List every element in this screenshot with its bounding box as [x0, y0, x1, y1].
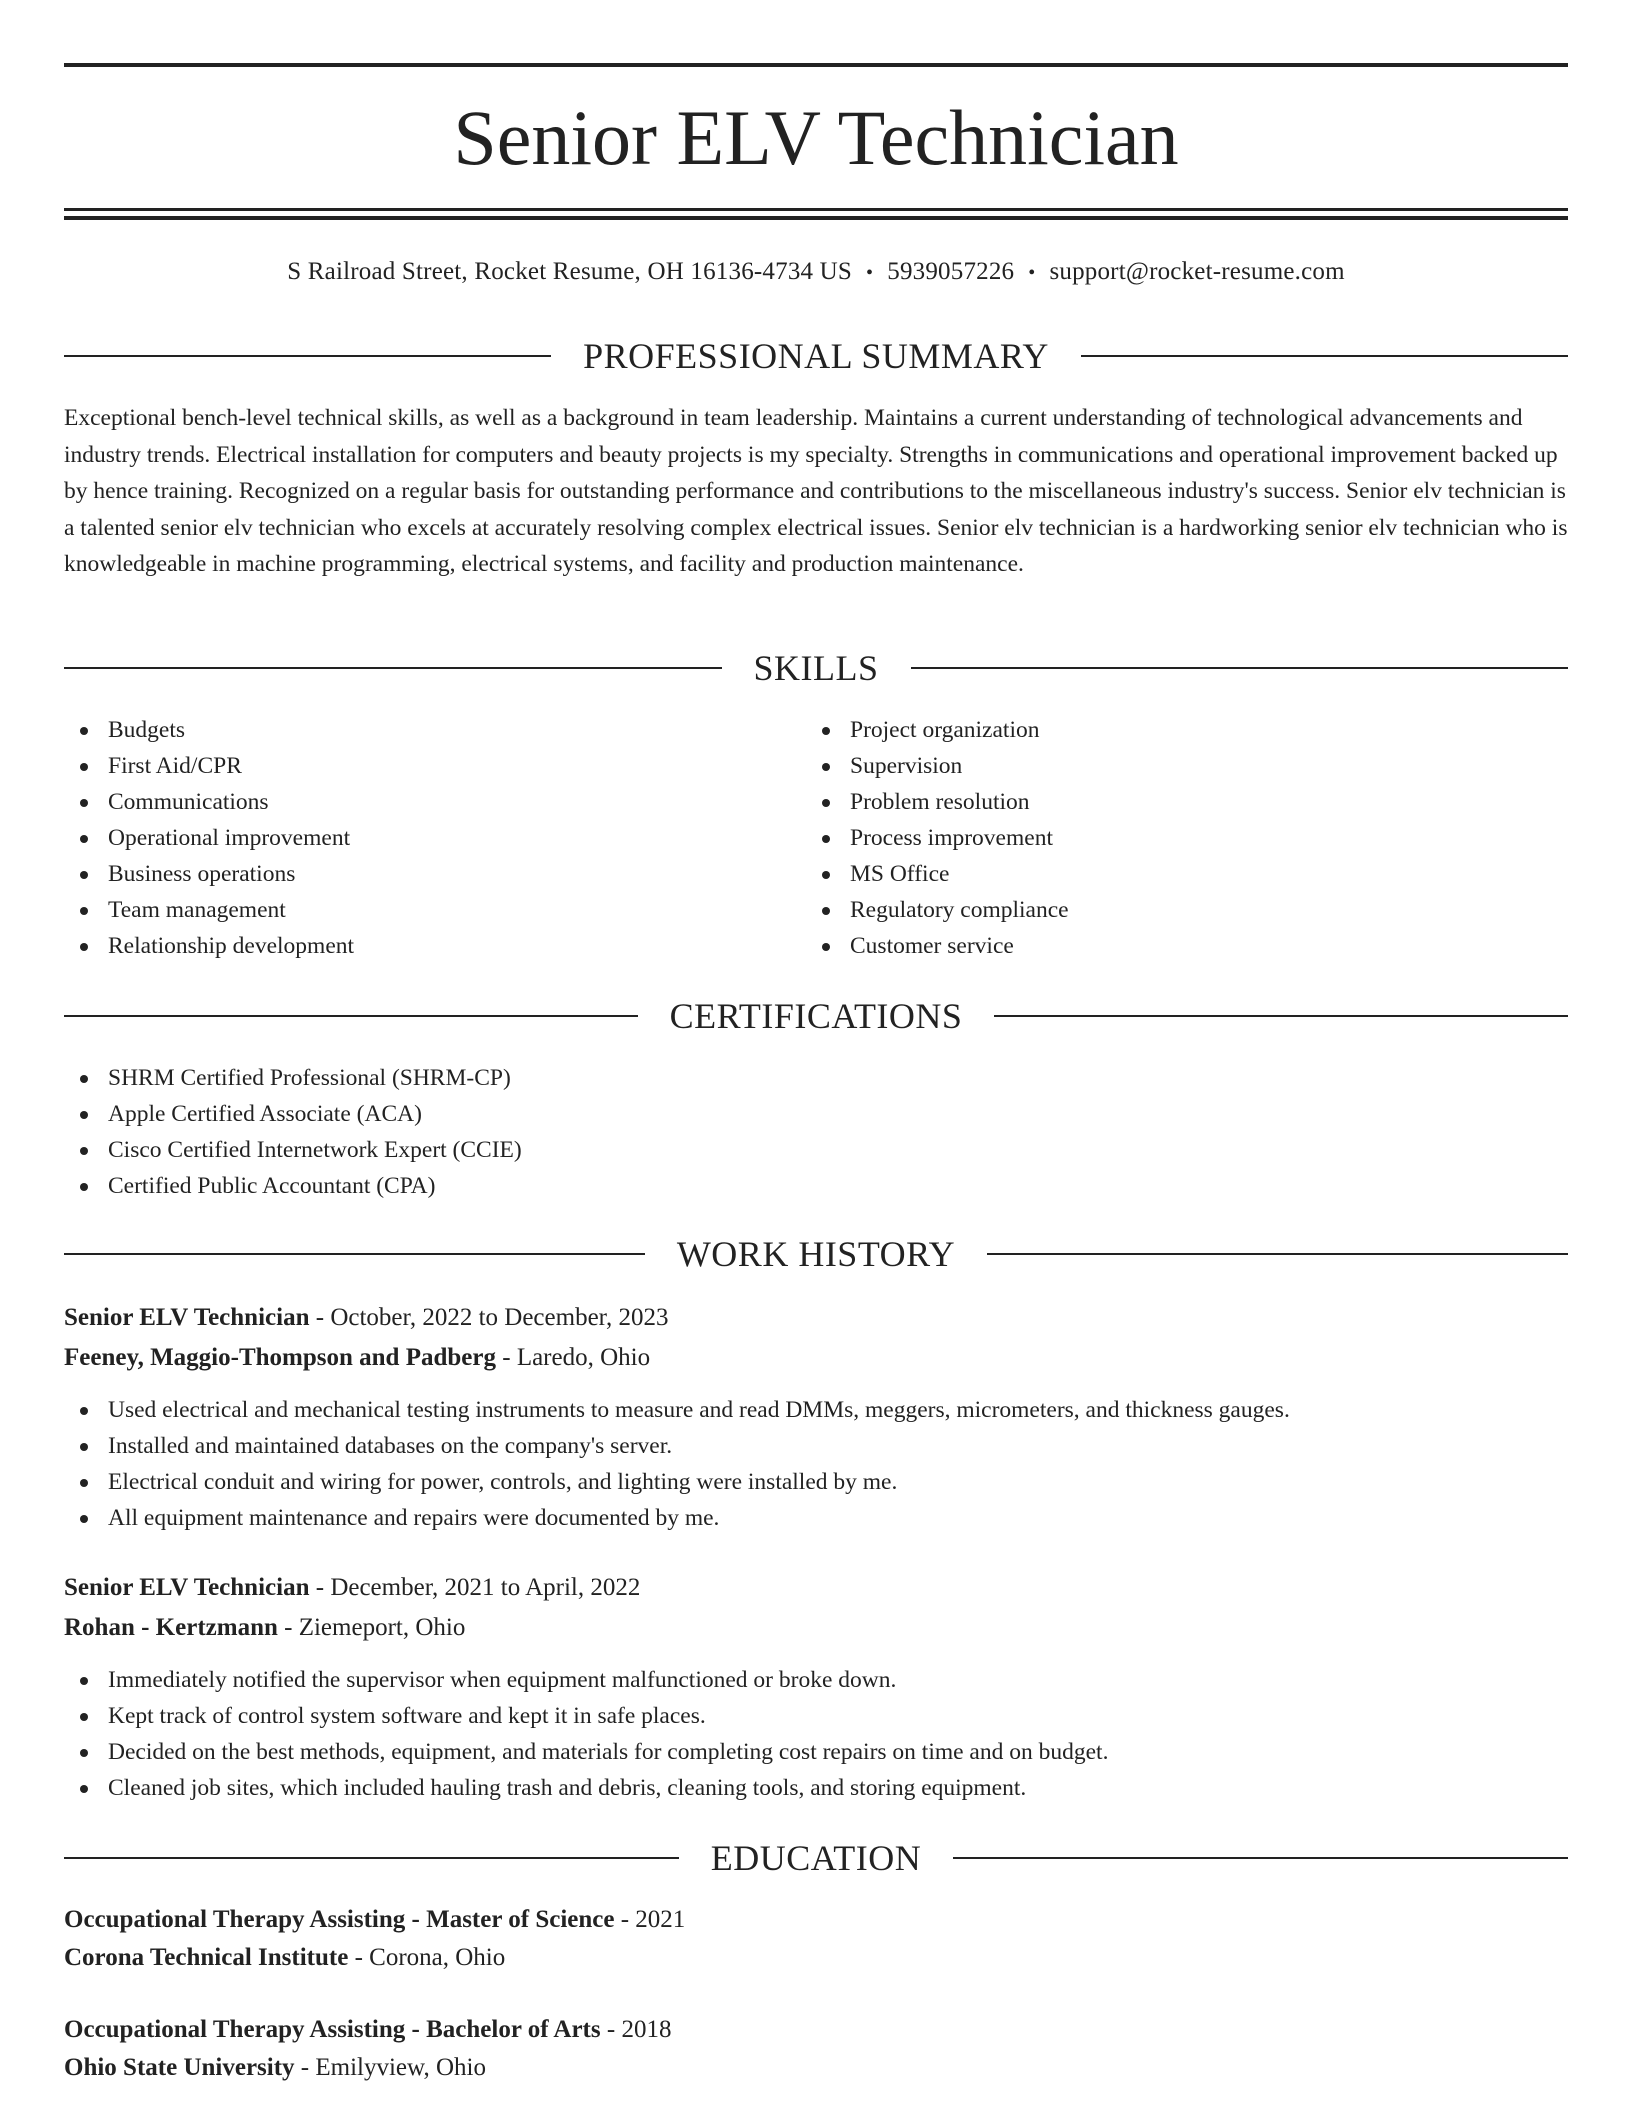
skill-item: Operational improvement	[64, 820, 354, 856]
summary-text: Exceptional bench-level technical skills, as well as a background in team leadership. Maintains a current understanding of technological advancements and industry trends. Electrical installation for computers and beauty projects is my specialty. Strengths in communications and operational improvement backed up by hence training. Recognized on a regular basis for outstanding performance and contributions to the miscellaneous industry's success. Senior elv technician is a talented senior elv technician who excels at accurately resolving complex electrical issues. Senior elv technician is a hardworking senior elv technician who is knowledgeable in machine programming, electrical systems, and facility and production maintenance.	[64, 405, 1568, 577]
header-top-rule	[64, 63, 1568, 67]
text-separator: -	[294, 2054, 316, 2081]
job-company-line	[64, 1608, 1568, 1648]
section-rule	[64, 1857, 679, 1859]
text-separator: -	[348, 1944, 370, 1971]
text-separator: -	[309, 1304, 331, 1331]
work-section-header	[64, 1232, 1568, 1276]
contact-separator: •	[866, 262, 874, 284]
job-duties-list	[64, 1392, 1290, 1536]
section-rule	[994, 1015, 1568, 1017]
skill-item: Relationship development	[64, 928, 354, 964]
section-rule	[64, 667, 722, 669]
contact-phone: 5939057226	[887, 258, 1015, 285]
job-duty-item: Kept track of control system software and kept it in safe places.	[64, 1698, 1108, 1734]
job-duty-item: Cleaned job sites, which included hauling trash and debris, cleaning tools, and storing equipment.	[64, 1770, 1108, 1806]
skill-item: Supervision	[806, 748, 1069, 784]
education-degree: Occupational Therapy Assisting - Bachelor of Arts	[64, 2016, 601, 2043]
job-duty-item: Immediately notified the supervisor when equipment malfunctioned or broke down.	[64, 1662, 1108, 1698]
header-bottom-rule	[64, 208, 1568, 211]
header-bottom-rule-second	[64, 216, 1568, 220]
job-location: Laredo, Ohio	[516, 1344, 651, 1371]
skill-item: MS Office	[806, 856, 1069, 892]
skill-item: Process improvement	[806, 820, 1069, 856]
job-title-line	[64, 1298, 1568, 1338]
education-location: Emilyview, Ohio	[315, 2054, 486, 2081]
skills-list-left	[64, 712, 354, 964]
education-school-line	[64, 2048, 1568, 2088]
job-title: Senior ELV Technician	[64, 1574, 310, 1601]
contact-address: S Railroad Street, Rocket Resume, OH 16136-4734 US	[287, 258, 853, 285]
job-duty-item: Used electrical and mechanical testing instruments to measure and read DMMs, meggers, micrometers, and thickness gauges.	[64, 1392, 1290, 1428]
skill-item: Regulatory compliance	[806, 892, 1069, 928]
education-degree: Occupational Therapy Assisting - Master of Science	[64, 1906, 615, 1933]
skill-item: Team management	[64, 892, 354, 928]
job-duty-item: Installed and maintained databases on the company's server.	[64, 1428, 1290, 1464]
education-year: 2021	[635, 1906, 686, 1933]
job-title-line	[64, 1568, 1568, 1608]
job-duty-item: Decided on the best methods, equipment, and materials for completing cost repairs on time and on budget.	[64, 1734, 1108, 1770]
certification-item: Cisco Certified Internetwork Expert (CCIE)	[64, 1132, 522, 1168]
job-duty-item: Electrical conduit and wiring for power, controls, and lighting were installed by me.	[64, 1464, 1290, 1500]
skills-heading: SKILLS	[753, 648, 879, 688]
section-rule	[953, 1857, 1568, 1859]
job-dates: October, 2022 to December, 2023	[330, 1304, 669, 1331]
job-company: Rohan - Kertzmann	[64, 1614, 278, 1641]
certification-item: SHRM Certified Professional (SHRM-CP)	[64, 1060, 522, 1096]
certifications-section-header	[64, 994, 1568, 1038]
contact-line	[64, 254, 1568, 291]
text-separator: -	[495, 1344, 517, 1371]
work-heading: WORK HISTORY	[676, 1234, 956, 1274]
skill-item: Project organization	[806, 712, 1069, 748]
job-title: Senior ELV Technician	[64, 1304, 310, 1331]
section-rule	[987, 1253, 1568, 1255]
education-year: 2018	[621, 2016, 672, 2043]
job-duty-item: All equipment maintenance and repairs were documented by me.	[64, 1500, 1290, 1536]
summary-heading: PROFESSIONAL SUMMARY	[583, 336, 1049, 376]
education-heading: EDUCATION	[710, 1838, 922, 1878]
section-rule	[64, 1253, 645, 1255]
contact-email[interactable]: support@rocket-resume.com	[1049, 258, 1345, 285]
skill-item: Problem resolution	[806, 784, 1069, 820]
job-location: Ziemeport, Ohio	[298, 1614, 466, 1641]
education-location: Corona, Ohio	[369, 1944, 506, 1971]
skill-item: First Aid/CPR	[64, 748, 354, 784]
section-rule	[1081, 355, 1568, 357]
section-rule	[64, 1015, 638, 1017]
text-separator: -	[600, 2016, 622, 2043]
section-rule	[911, 667, 1569, 669]
job-company: Feeney, Maggio-Thompson and Padberg	[64, 1344, 496, 1371]
education-school: Ohio State University	[64, 2054, 295, 2081]
certification-item: Certified Public Accountant (CPA)	[64, 1168, 522, 1204]
education-degree-line	[64, 2010, 1568, 2050]
text-separator: -	[614, 1906, 636, 1933]
certifications-list	[64, 1060, 522, 1204]
job-duties-list	[64, 1662, 1108, 1806]
skill-item: Business operations	[64, 856, 354, 892]
certification-item: Apple Certified Associate (ACA)	[64, 1096, 522, 1132]
education-degree-line	[64, 1900, 1568, 1940]
resume-name: Senior ELV Technician	[453, 94, 1179, 181]
summary-section-header	[64, 334, 1568, 378]
skill-item: Communications	[64, 784, 354, 820]
text-separator: -	[277, 1614, 299, 1641]
job-dates: December, 2021 to April, 2022	[330, 1574, 641, 1601]
contact-separator: •	[1028, 262, 1036, 284]
skills-section-header	[64, 646, 1568, 690]
education-section-header	[64, 1836, 1568, 1880]
education-school: Corona Technical Institute	[64, 1944, 349, 1971]
job-company-line	[64, 1338, 1568, 1378]
section-rule	[64, 355, 551, 357]
skill-item: Budgets	[64, 712, 354, 748]
education-school-line	[64, 1938, 1568, 1978]
skills-list-right	[806, 712, 1069, 964]
skill-item: Customer service	[806, 928, 1069, 964]
text-separator: -	[309, 1574, 331, 1601]
certifications-heading: CERTIFICATIONS	[669, 996, 963, 1036]
